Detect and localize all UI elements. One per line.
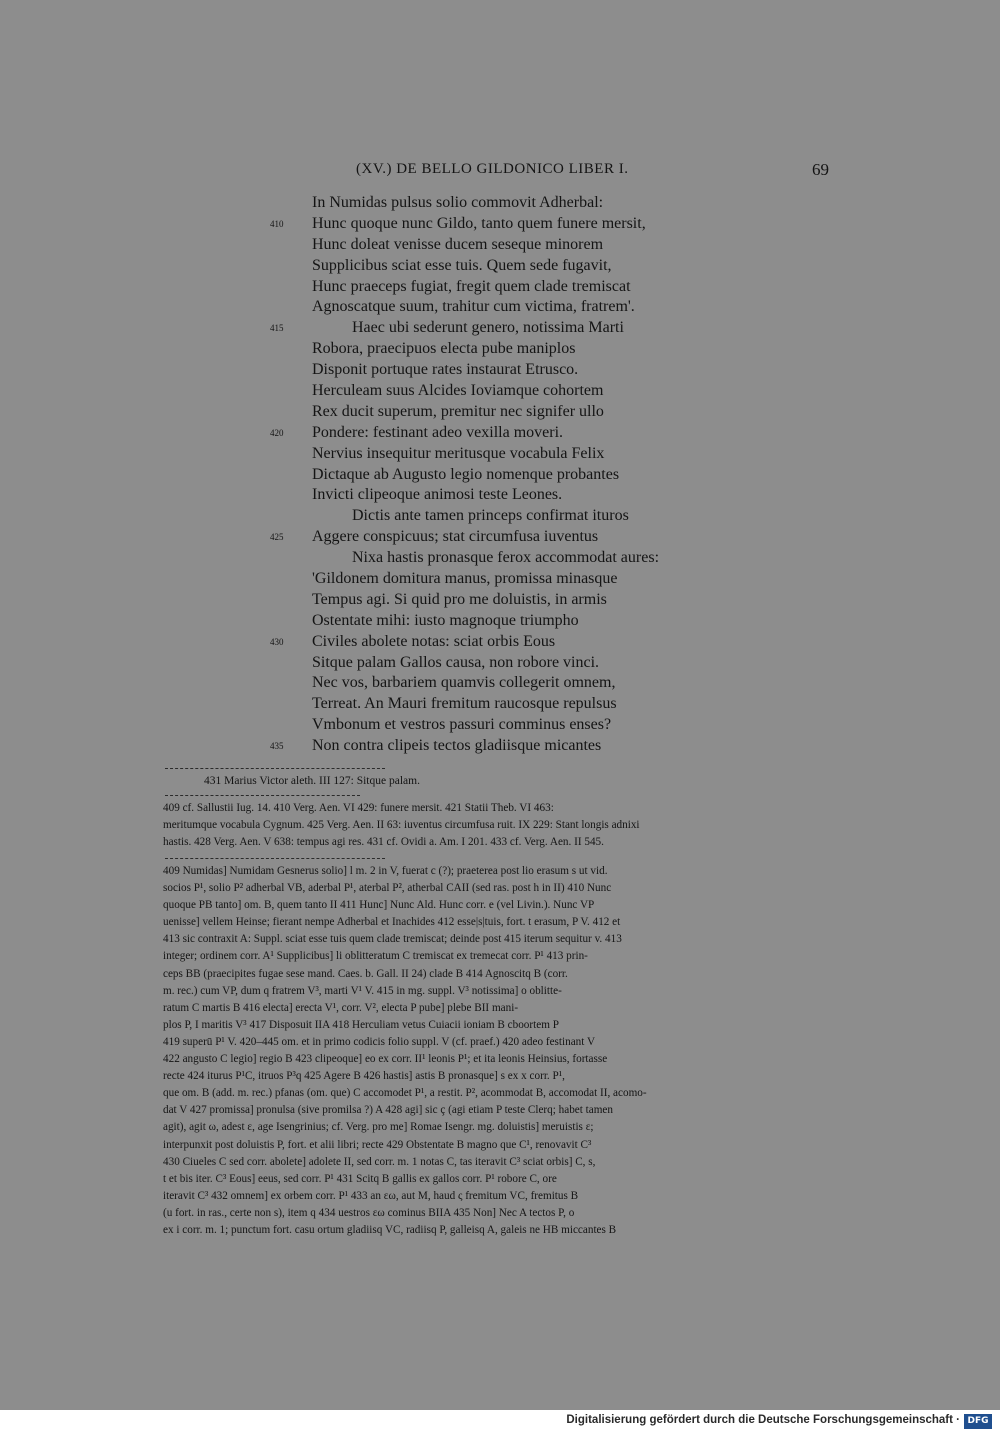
apparatus-line: (u fort. in ras., certe non s), item q 434 uestros εω cominus BIIA 435 Non] Nec A tectos P, o	[163, 1206, 575, 1219]
verse-text: Dictis ante tamen princeps confirmat ituros	[352, 507, 629, 525]
poem-text	[270, 193, 740, 757]
verse-text: Terreat. An Mauri fremitum raucosque repulsus	[312, 695, 617, 713]
verse-number	[270, 256, 312, 277]
parallel-line: hastis. 428 Verg. Aen. V 638: tempus agi res. 431 cf. Ovidi a. Am. I 201. 433 cf. Verg. Aen. II 545.	[163, 836, 604, 849]
verse-line	[270, 673, 740, 694]
verse-number: 410	[270, 218, 284, 229]
verse-number	[270, 485, 312, 506]
verse-number	[270, 506, 312, 527]
verse-text: In Numidas pulsus solio commovit Adherbal:	[312, 194, 604, 211]
verse-line	[270, 423, 740, 444]
verse-line	[270, 527, 740, 548]
verse-number	[270, 653, 312, 674]
apparatus-line: agit), agit ω, adest ε, age Isengrinius; cf. Verg. pro me] Romae Isengr. mg. doluistis] meruistis ε;	[163, 1121, 594, 1134]
apparatus-line: dat V 427 promissa] pronulsa (sive promilsa ?) A 428 agi] sic ç (agi etiam P teste Clerq; habet tamen	[163, 1104, 613, 1117]
apparatus-line: 413 sic contraxit A: Suppl. sciat esse tuis quem clade tremiscat; deinde post 415 iterum sequitur v. 413	[163, 933, 622, 946]
verse-number	[270, 402, 312, 423]
verse-line	[270, 590, 740, 611]
verse-text: Nixa hastis pronasque ferox accommodat aures:	[352, 549, 660, 567]
parallel-line: 409 cf. Sallustii Iug. 14. 410 Verg. Aen. VI 429: funere mersit. 421 Statii Theb. VI 463:	[163, 802, 554, 814]
verse-line	[270, 715, 740, 736]
verse-text: Aggere conspicuus; stat circumfusa iuventus	[312, 528, 599, 546]
verse-line	[270, 235, 740, 256]
apparatus-line: 422 angusto C legio] regio B 423 clipeoque] eo ex corr. II¹ leonis P¹; et ita leonis Heinsius, fortasse	[163, 1053, 608, 1066]
verse-number	[270, 673, 312, 694]
verse-number	[270, 548, 312, 569]
verse-number	[270, 569, 312, 590]
verse-number	[270, 590, 312, 611]
verse-text: Pondere: festinant adeo vexilla moveri.	[312, 423, 564, 441]
verse-number	[270, 444, 312, 465]
verse-line	[270, 214, 740, 235]
verse-text: Civiles abolete notas: sciat orbis Eous	[312, 632, 556, 650]
verse-line	[270, 402, 740, 423]
verse-line	[270, 339, 740, 360]
apparatus-line: m. rec.) cum VP, dum q fratrem V³, marti V¹ V. 415 in mg. suppl. V³ notissima] o oblitte-	[163, 984, 562, 997]
divider	[165, 858, 385, 859]
verse-number: 420	[270, 427, 284, 438]
verse-text: Nec vos, barbariem quamvis collegerit omnem,	[312, 674, 616, 692]
verse-line	[270, 653, 740, 674]
verse-number	[270, 694, 312, 715]
verse-number	[270, 235, 312, 256]
verse-text: Supplicibus sciat esse tuis. Quem sede fugavit,	[312, 256, 612, 274]
verse-line	[270, 694, 740, 715]
verse-text: Non contra clipeis tectos gladiisque micantes	[312, 737, 602, 755]
running-title: (XV.) DE BELLO GILDONICO LIBER I.	[356, 161, 629, 177]
dfg-logo: DFG	[964, 1414, 992, 1429]
apparatus-line: iteravit C³ 432 omnem] ex orbem corr. P¹ 433 an εω, aut M, haud ς fremitum VC, fremitus B	[163, 1189, 579, 1202]
verse-number: 435	[270, 741, 284, 752]
testimonia: 431 Marius Victor aleth. III 127: Sitque palam.	[204, 775, 420, 787]
verse-number	[270, 193, 312, 214]
footer-bar	[0, 1410, 1000, 1434]
verse-line	[270, 485, 740, 506]
apparatus-line: 430 Ciueles C sed corr. abolete] adolete II, sed corr. m. 1 notas C, tas iteravit C³ sciat orbis] C, s,	[163, 1155, 596, 1168]
verse-number	[270, 339, 312, 360]
verse-number	[270, 465, 312, 486]
verse-text: Disponit portuque rates instaurat Etrusco.	[312, 361, 579, 379]
verse-text: Ostentate mihi: iusto magnoque triumpho	[312, 611, 579, 629]
apparatus-line: que om. B (add. m. rec.) pfanas (om. que) C accomodet P¹, a restit. P², acommodat B, accomodat II, acomo-	[163, 1087, 647, 1100]
verse-text: Hunc praeceps fugiat, fregit quem clade tremiscat	[312, 277, 631, 295]
verse-line	[270, 611, 740, 632]
verse-line	[270, 506, 740, 527]
verse-number	[270, 297, 312, 318]
verse-text: Sitque palam Gallos causa, non robore vinci.	[312, 653, 600, 671]
verse-text: Vmbonum et vestros passuri comminus enses?	[312, 716, 612, 734]
verse-text: Agnoscatque suum, trahitur cum victima, fratrem'.	[312, 298, 635, 316]
critical-apparatus	[163, 863, 835, 1239]
divider	[165, 768, 385, 769]
verse-text: Herculeam suus Alcides Ioviamque cohortem	[312, 382, 604, 400]
apparatus-line: socios P¹, solio P² adherbal VB, aderbal P¹, aterbal P², atherbal CAII (sed ras. post h in II) 410 Nunc	[163, 882, 612, 895]
parallel-line: meritumque vocabula Cygnum. 425 Verg. Aen. II 63: iuventus circumfusa ruit. IX 229: Stant longis adnixi	[163, 819, 640, 832]
apparatus-line: ratum C martis B 416 electa] erecta V¹, corr. V², electa P pube] plebe BII mani-	[163, 1001, 519, 1014]
verse-text: Haec ubi sederunt genero, notissima Marti	[352, 319, 624, 337]
apparatus-line: t et bis iter. C³ Eous] eeus, sed corr. P¹ 431 Scitq B gallis ex gallos corr. P¹ robore C, ore	[163, 1172, 557, 1185]
divider	[165, 795, 360, 796]
apparatus-line: uenisse] vellem Heinse; fierant nempe Adherbal et Inachides 412 esse|s|tuis, fort. t erasum, P V. 412 et	[163, 916, 621, 929]
verse-text: Hunc doleat venisse ducem seseque minorem	[312, 235, 604, 253]
verse-line	[270, 548, 740, 569]
verse-line	[270, 256, 740, 277]
verse-text: Nervius insequitur meritusque vocabula Felix	[312, 444, 605, 462]
apparatus-line: 409 Numidas] Numidam Gesnerus solio] l m. 2 in V, fuerat c (?); praeterea post lio erasum s ut vid.	[163, 865, 608, 877]
verse-text: Tempus agi. Si quid pro me doluistis, in armis	[312, 590, 607, 608]
verse-text: Hunc quoque nunc Gildo, tanto quem funere mersit,	[312, 214, 646, 232]
verse-line	[270, 193, 740, 214]
apparatus-line: integer; ordinem corr. A¹ Supplicibus] li oblitteratum C tremiscat ex tremecat corr. P¹ 413 prin-	[163, 950, 588, 963]
apparatus-line: interpunxit post doluistis P, fort. et alii libri; recte 429 Obstentate B magno que C¹, renovavit C³	[163, 1138, 592, 1151]
verse-text: Robora, praecipuos electa pube maniplos	[312, 340, 576, 358]
apparatus-line: recte 424 iturus P¹C, itruos P³q 425 Agere B 426 hastis] astis B pronasque] s ex x corr. P¹,	[163, 1070, 565, 1083]
verse-text: Invicti clipeoque animosi teste Leones.	[312, 486, 563, 504]
verse-line	[270, 736, 740, 757]
verse-text: Dictaque ab Augusto legio nomenque probantes	[312, 465, 620, 483]
apparatus-line: ceps BB (praecipites fugae sese mand. Caes. b. Gall. II 24) clade B 414 Agnoscitq B (corr.	[163, 967, 568, 980]
verse-number: 425	[270, 532, 284, 543]
page-number: 69	[812, 160, 829, 179]
apparatus-line: quoque PB tanto] om. B, quem tanto II 411 Hunc] Nunc Ald. Hunc corr. e (vel Livin.). Nunc VP	[163, 899, 595, 912]
funding-credit: Digitalisierung gefördert durch die Deutsche Forschungsgemeinschaft ·	[566, 1414, 960, 1426]
verse-text: 'Gildonem domitura manus, promissa minasque	[312, 570, 618, 588]
verse-number	[270, 715, 312, 736]
verse-line	[270, 465, 740, 486]
verse-number	[270, 611, 312, 632]
verse-line	[270, 444, 740, 465]
verse-line	[270, 318, 740, 339]
verse-line	[270, 360, 740, 381]
apparatus-line: 419 superū P¹ V. 420–445 om. et in primo codicis folio suppl. V (cf. praef.) 420 adeo festinant V	[163, 1035, 596, 1048]
verse-line	[270, 381, 740, 402]
verse-line	[270, 277, 740, 298]
parallel-passages	[163, 800, 835, 851]
verse-line	[270, 297, 740, 318]
verse-number: 415	[270, 323, 284, 334]
verse-number: 430	[270, 636, 284, 647]
verse-number	[270, 381, 312, 402]
verse-number	[270, 360, 312, 381]
apparatus-line: plos P, I maritis V³ 417 Disposuit IIA 418 Herculiam vetus Cuiacii ioniam B cboortem P	[163, 1018, 559, 1031]
verse-line	[270, 632, 740, 653]
verse-text: Rex ducit superum, premitur nec signifer ullo	[312, 402, 604, 420]
apparatus-line: ex i corr. m. 1; punctum fort. casu ortum gladiisq VC, radiisq P, galleisq A, galeis ne HB miccantes B	[163, 1223, 617, 1236]
verse-line	[270, 569, 740, 590]
verse-number	[270, 277, 312, 298]
